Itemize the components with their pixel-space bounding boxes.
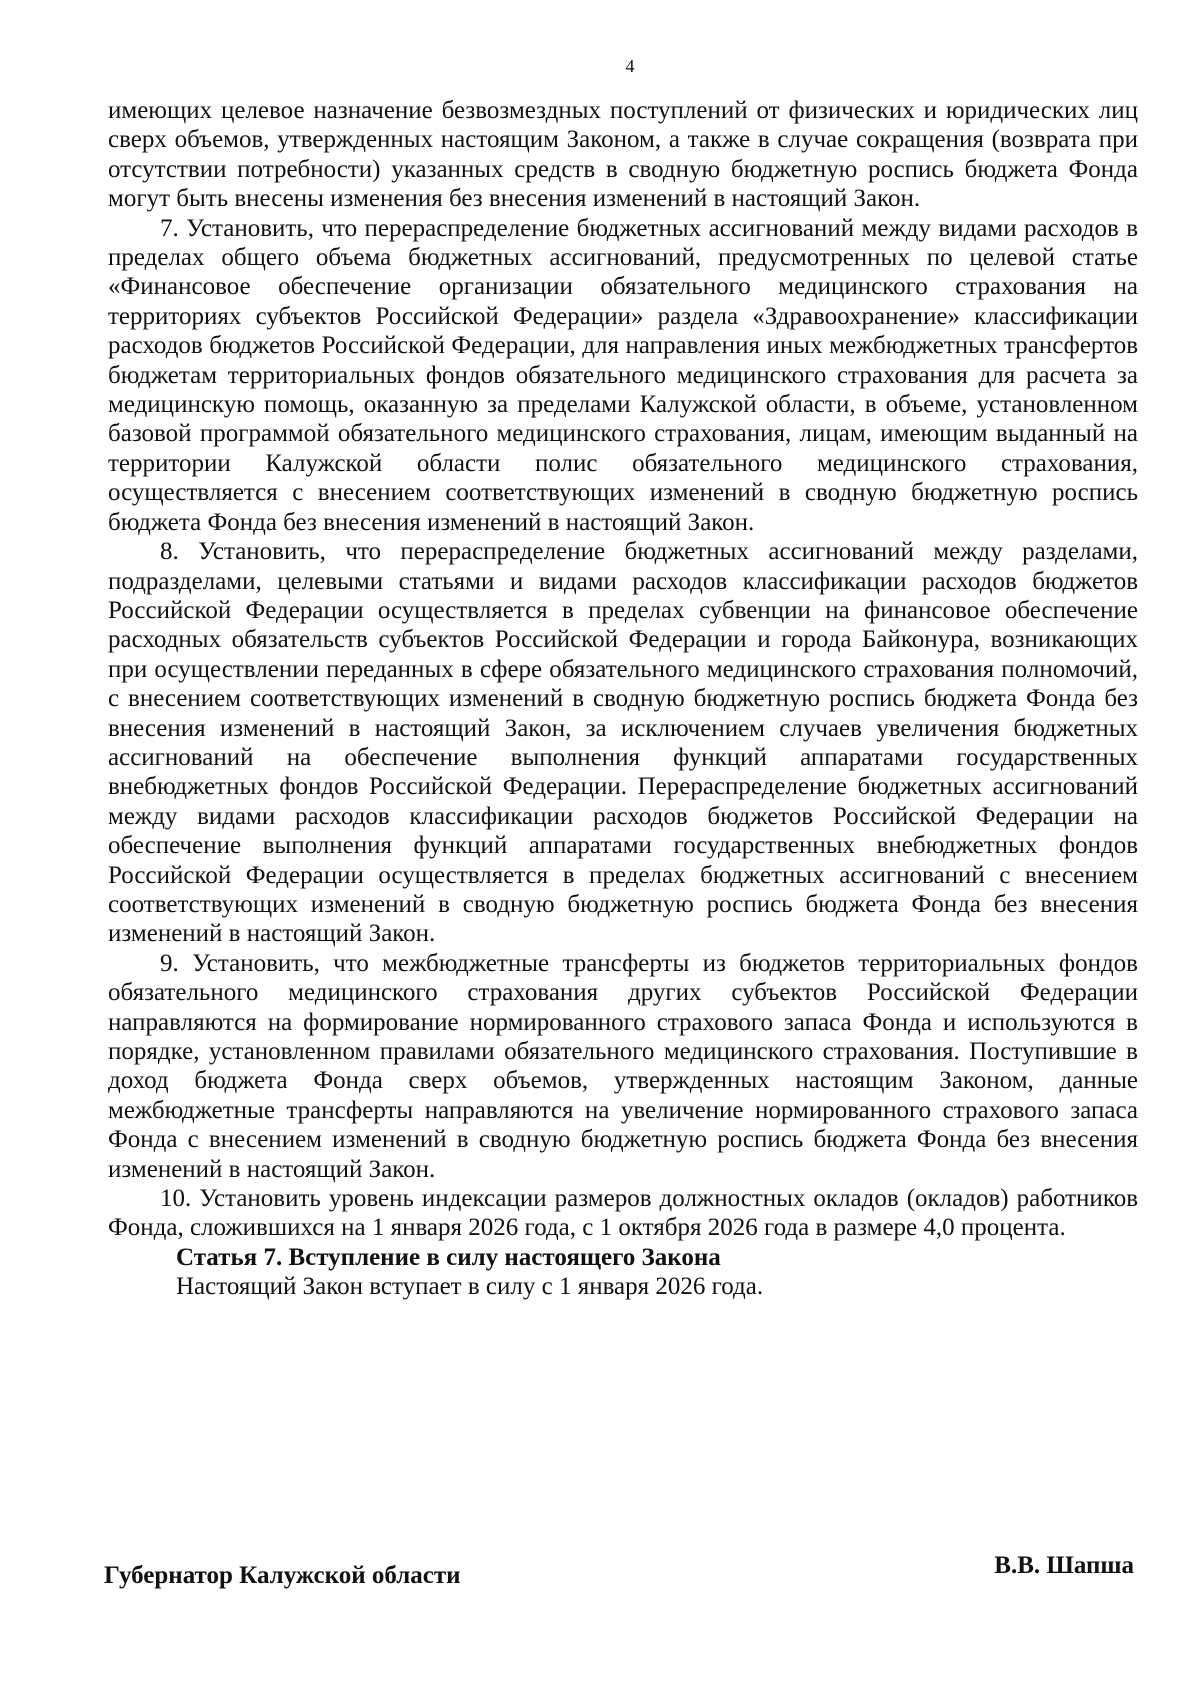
article-text: Настоящий Закон вступает в силу с 1 января 2026 года. [176,1273,764,1301]
page-number: 4 [625,56,635,76]
paragraph-item-10: 10. Установить уровень индексации размеров должностных окладов (окладов) работников Фонда, сложившихся на 1 января 2026 года, с 1 октября 2026 года в размере 4,0 процента. [108,1185,1138,1242]
signatory-title: Губернатор Калужской области [104,1562,461,1589]
signatory-name: В.В. Шапша [994,1552,1134,1579]
paragraph-continuation: имеющих целевое назначение безвозмездных поступлений от физических и юридических лиц сверх объемов, утвержденных настоящим Законом, а также в случае сокращения (возврата при отсутствии потребности) указанных средств в сводную бюджетную роспись бюджета Фонда могут быть внесены изменения без внесения изменений в настоящий Закон. [108,97,1138,213]
paragraph-item-9: 9. Установить, что межбюджетные трансферты из бюджетов территориальных фондов обязательного медицинского страхования других субъектов Российской Федерации направляются на формирование нормированного страхового запаса Фонда и используются в порядке, установленном правилами обязательного медицинского страхования. Поступившие в доход бюджета Фонда сверх объемов, утвержденных настоящим Законом, данные межбюджетные трансферты направляются на увеличение нормированного страхового запаса Фонда с внесением изменений в сводную бюджетную роспись бюджета Фонда без внесения изменений в настоящий Закон. [108,949,1138,1183]
article-heading: Статья 7. Вступление в силу настоящего Закона [176,1243,721,1271]
paragraph-item-7: 7. Установить, что перераспределение бюджетных ассигнований между видами расходов в пределах общего объема бюджетных ассигнований, предусмотренных по целевой статье «Финансовое обеспечение организации обязательного медицинского страхования на территориях субъектов Российской Федерации» раздела «Здравоохранение» классификации расходов бюджетов Российской Федерации, для направления иных межбюджетных трансфертов бюджетам территориальных фондов обязательного медицинского страхования для расчета за медицинскую помощь, оказанную за пределами Калужской области, в объеме, установленном базовой программой обязательного медицинского страхования, лицам, имеющим выданный на территории Калужской области полис обязательного медицинского страхования, осуществляется с внесением соответствующих изменений в сводную бюджетную роспись бюджета Фонда без внесения изменений в настоящий Закон. [108,214,1138,536]
paragraph-item-8: 8. Установить, что перераспределение бюджетных ассигнований между разделами, подразделами, целевыми статьями и видами расходов классификации расходов бюджетов Российской Федерации осуществляется в пределах субвенции на финансовое обеспечение расходных обязательств субъектов Российской Федерации и города Байконура, возникающих при осуществлении переданных в сфере обязательного медицинского страхования полномочий, с внесением соответствующих изменений в сводную бюджетную роспись бюджета Фонда без внесения изменений в настоящий Закон, за исключением случаев увеличения бюджетных ассигнований на обеспечение выполнения функций аппаратами государственных внебюджетных фондов Российской Федерации. Перераспределение бюджетных ассигнований между видами расходов классификации расходов бюджетов Российской Федерации на обеспечение выполнения функций аппаратами государственных внебюджетных фондов Российской Федерации осуществляется в пределах бюджетных ассигнований с внесением соответствующих изменений в сводную бюджетную роспись бюджета Фонда без внесения изменений в настоящий Закон. [108,538,1138,948]
document-body [108,96,1138,1302]
